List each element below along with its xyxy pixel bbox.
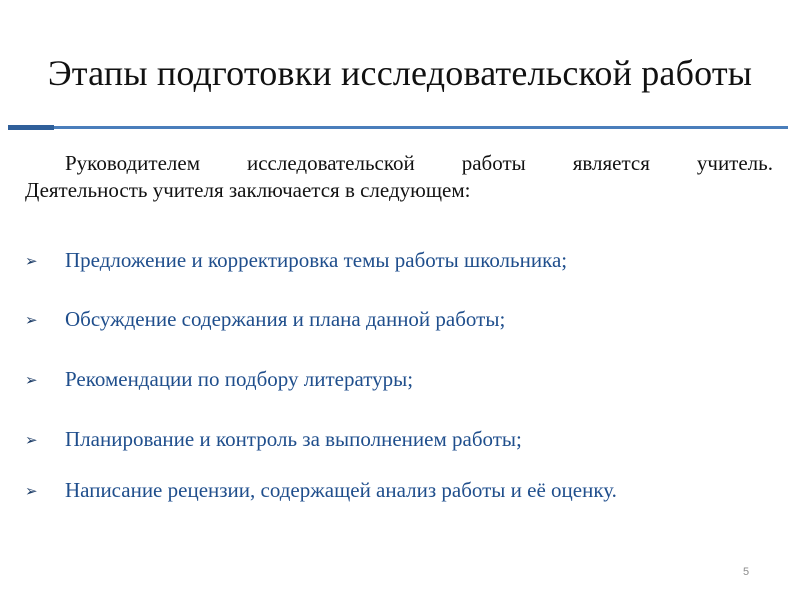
intro-paragraph xyxy=(25,150,773,204)
bullet-text: Планирование и контроль за выполнением работы; xyxy=(65,427,522,451)
intro-line-1: Руководителем исследовательской работы является учитель. xyxy=(65,151,773,175)
bullet-item xyxy=(25,426,785,452)
bullet-text: Предложение и корректировка темы работы школьника; xyxy=(65,248,568,272)
bullet-item xyxy=(25,247,785,273)
arrow-bullet-icon: ➢ xyxy=(25,311,38,329)
bullet-text: Написание рецензии, содержащей анализ работы и её оценку. xyxy=(65,478,617,502)
page-number: 5 xyxy=(742,566,750,578)
arrow-bullet-icon: ➢ xyxy=(25,482,38,500)
title-divider-accent xyxy=(8,125,54,130)
bullet-item xyxy=(25,366,785,392)
arrow-bullet-icon: ➢ xyxy=(25,431,38,449)
arrow-bullet-icon: ➢ xyxy=(25,371,38,389)
title-divider xyxy=(8,126,788,129)
bullet-item xyxy=(25,306,785,332)
intro-line-2: Деятельность учителя заключается в следующем: xyxy=(25,178,471,202)
arrow-bullet-icon: ➢ xyxy=(25,252,38,270)
bullet-item xyxy=(25,477,785,503)
bullet-text: Рекомендации по подбору литературы; xyxy=(65,367,414,391)
bullet-text: Обсуждение содержания и плана данной работы; xyxy=(65,307,506,331)
slide-title: Этапы подготовки исследовательской работы xyxy=(47,53,753,93)
